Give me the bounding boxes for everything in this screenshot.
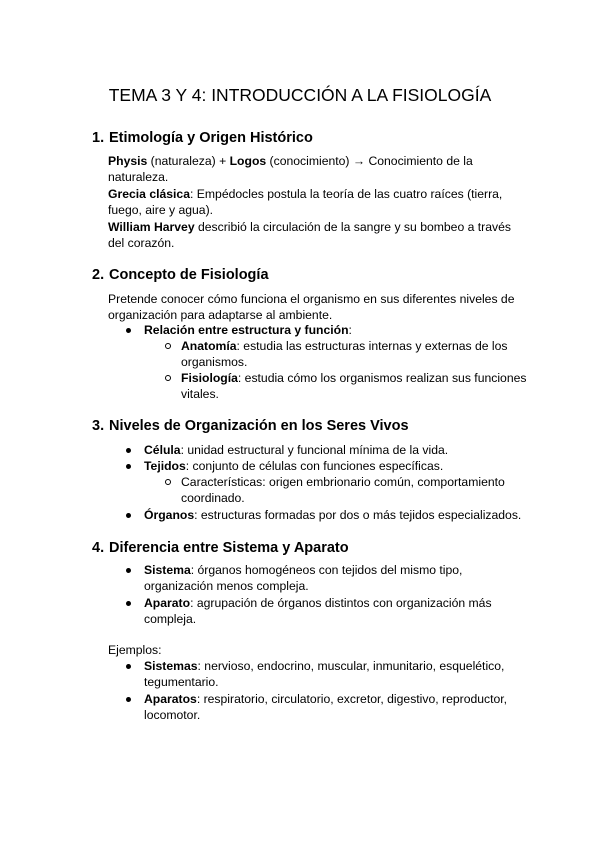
- hollow-bullet-icon: [165, 343, 171, 349]
- term-text: : agrupación de órganos distintos con organización más compleja.: [144, 596, 492, 627]
- term-text: : unidad estructural y funcional mínima de la vida.: [180, 443, 449, 457]
- sub-list-item: [164, 474, 534, 507]
- bullet-icon: [126, 601, 131, 606]
- list-item: [130, 458, 530, 474]
- bullet-icon: [126, 513, 131, 518]
- term-organos: Órganos: [144, 508, 195, 522]
- sub-list-item: [164, 370, 534, 403]
- hollow-bullet-icon: [165, 479, 171, 485]
- section-2-heading: [92, 266, 269, 284]
- bullet-icon: [126, 568, 131, 573]
- section-2-intro: Pretende conocer cómo funciona el organismo en sus diferentes niveles de organización para adaptarse al ambiente.: [108, 292, 515, 323]
- section-number: 4.: [92, 540, 105, 556]
- term-text: describió la circulación de la sangre y su bombeo a través del corazón.: [108, 220, 511, 251]
- term-text: : estudia las estructuras internas y externas de los organismos.: [181, 339, 508, 370]
- section-number: 1.: [92, 130, 105, 146]
- document-title: TEMA 3 Y 4: INTRODUCCIÓN A LA FISIOLOGÍA: [108, 85, 492, 105]
- term-text: : conjunto de células con funciones específicas.: [185, 459, 444, 473]
- hollow-bullet-icon: [165, 375, 171, 381]
- sub-list-item: [164, 338, 534, 371]
- etymology-line: [108, 153, 518, 186]
- term-grecia: Grecia clásica: [108, 187, 190, 201]
- term-tejidos: Tejidos: [144, 459, 186, 473]
- term-text: : Empédocles postula la teoría de las cuatro raíces (tierra, fuego, aire y agua).: [108, 187, 503, 218]
- section-title: Niveles de Organización en los Seres Vivos: [109, 418, 409, 434]
- list-item: [130, 595, 530, 628]
- section-title: Diferencia entre Sistema y Aparato: [109, 540, 349, 556]
- greece-line: [108, 186, 518, 219]
- list-item: [130, 322, 530, 338]
- term-anatomia: Anatomía: [181, 339, 237, 353]
- section-4-heading: [92, 539, 349, 557]
- term-physis: Physis: [108, 154, 148, 168]
- term-relacion: Relación entre estructura y función: [144, 323, 349, 337]
- bullet-icon: [126, 697, 131, 702]
- examples-label: Ejemplos:: [108, 643, 162, 657]
- term-aparatos: Aparatos: [144, 692, 197, 706]
- term-fisiologia: Fisiología: [181, 371, 238, 385]
- term-text: (naturaleza) +: [147, 154, 230, 168]
- term-celula: Célula: [144, 443, 181, 457]
- term-harvey: William Harvey: [108, 220, 195, 234]
- term-sistemas: Sistemas: [144, 659, 198, 673]
- bullet-icon: [126, 448, 131, 453]
- list-item: [130, 562, 530, 595]
- section-3-heading: [92, 417, 409, 435]
- term-sistema: Sistema: [144, 563, 191, 577]
- characteristics-text: Características: origen embrionario común, comportamiento coordinado.: [181, 475, 505, 506]
- section-title: Etimología y Origen Histórico: [109, 130, 313, 146]
- term-text: : respiratorio, circulatorio, excretor, digestivo, reproductor, locomotor.: [144, 692, 508, 723]
- section-title: Concepto de Fisiología: [109, 267, 269, 283]
- bullet-icon: [126, 464, 131, 469]
- term-text: :: [348, 323, 352, 337]
- term-text: : órganos homogéneos con tejidos del mismo tipo, organización menos compleja.: [144, 563, 463, 594]
- list-item: [130, 658, 530, 691]
- section-1-heading: [92, 129, 313, 147]
- list-item: [130, 691, 530, 724]
- term-logos: Logos: [229, 154, 267, 168]
- term-text: : estructuras formadas por dos o más tejidos especializados.: [194, 508, 522, 522]
- bullet-icon: [126, 328, 131, 333]
- term-aparato: Aparato: [144, 596, 191, 610]
- bullet-icon: [126, 664, 131, 669]
- list-item: [130, 507, 530, 523]
- section-number: 2.: [92, 267, 105, 283]
- section-number: 3.: [92, 418, 105, 434]
- term-text: (conocimiento) → Conocimiento de la naturaleza.: [108, 154, 473, 185]
- list-item: [130, 442, 530, 458]
- term-text: : nervioso, endocrino, muscular, inmunitario, esquelético, tegumentario.: [144, 659, 505, 690]
- harvey-line: [108, 219, 518, 252]
- term-text: : estudia cómo los organismos realizan sus funciones vitales.: [181, 371, 527, 402]
